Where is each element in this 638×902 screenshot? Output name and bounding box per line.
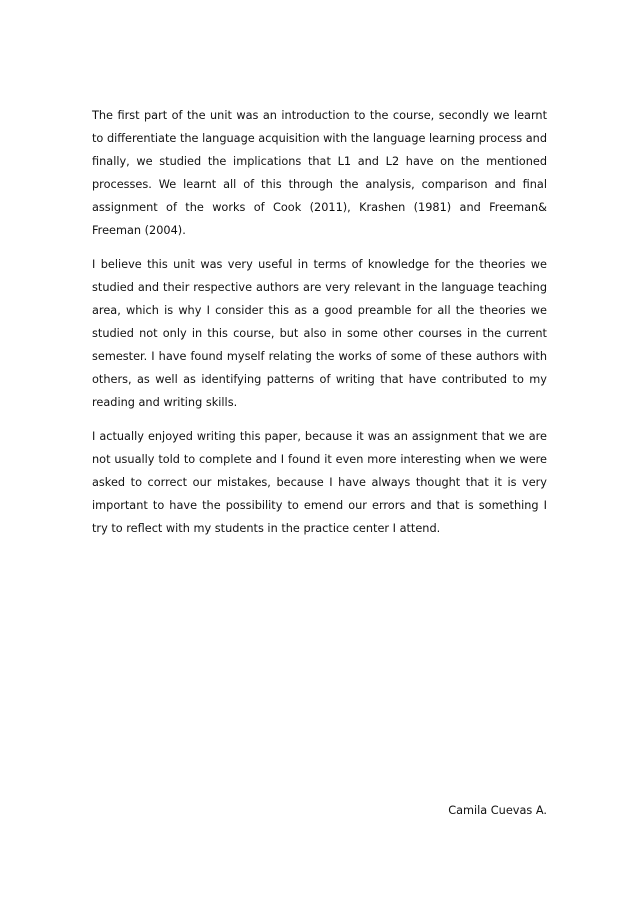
paragraph-reflection: I actually enjoyed writing this paper, because it was an assignment that we are not usually told to complete and I found it even more interesting when we were asked to correct our mistakes, because I have always thought that it is very important to have the possibility to emend our errors and that is something I try to reflect with my students in the practice center I attend. bbox=[92, 430, 547, 535]
paragraph-usefulness: I believe this unit was very useful in terms of knowledge for the theories we studied and their respective authors are very relevant in the language teaching area, which is why I consider this as a good preamble for all the theories we studied not only in this course, but also in some other courses in the current semester. I have found myself relating the works of some of these authors with others, as well as identifying patterns of writing that have contributed to my reading and writing skills. bbox=[92, 258, 547, 409]
author-signature: Camila Cuevas A. bbox=[448, 804, 547, 817]
document-body bbox=[92, 104, 547, 551]
paragraph-intro: The first part of the unit was an introduction to the course, secondly we learnt to differentiate the language acquisition with the language learning process and finally, we studied the implications that L1 and L2 have on the mentioned processes. We learnt all of this through the analysis, comparison and final assignment of the works of Cook (2011), Krashen (1981) and Freeman& Freeman (2004). bbox=[92, 109, 547, 237]
